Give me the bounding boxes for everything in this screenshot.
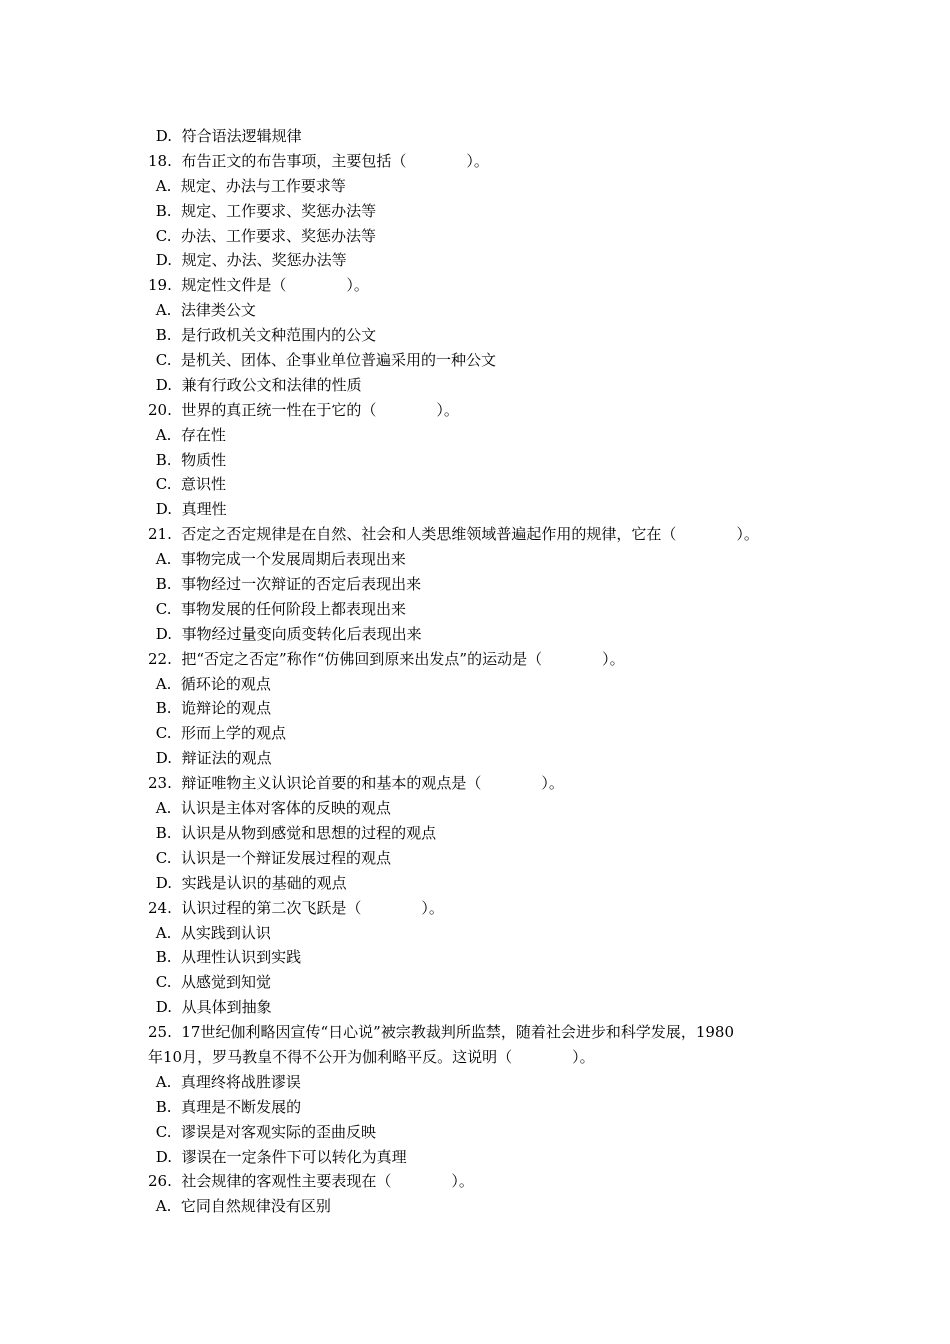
answer-option: C. 是机关、团体、企事业单位普遍采用的一种公文 (151, 351, 497, 370)
answer-option: D. 事物经过量变向质变转化后表现出来 (151, 624, 422, 643)
answer-option: C. 谬误是对客观实际的歪曲反映 (151, 1122, 377, 1141)
answer-option: B. 认识是从物到感觉和思想的过程的观点 (151, 823, 437, 842)
answer-option: D. 符合语法逻辑规律 (151, 127, 302, 145)
answer-option: C. 形而上学的观点 (151, 724, 287, 743)
question-stem: 25. 17世纪伽利略因宣传“日心说”被宗教裁判所监禁，随着社会进步和科学发展，1980 (148, 1023, 734, 1042)
answer-option: A. 认识是主体对客体的反映的观点 (151, 799, 391, 818)
answer-option: D. 规定、办法、奖惩办法等 (151, 251, 347, 270)
answer-option: A. 存在性 (151, 425, 226, 444)
answer-option: C. 办法、工作要求、奖惩办法等 (151, 226, 377, 245)
answer-option: A. 规定、办法与工作要求等 (151, 176, 346, 195)
answer-option: B. 物质性 (151, 450, 227, 469)
question-stem: 18. 布告正文的布告事项，主要包括（ ）。 (148, 151, 489, 170)
answer-option: A. 真理终将战胜谬误 (151, 1072, 301, 1091)
question-continuation: 年10月，罗马教皇不得不公开为伽利略平反。这说明（ ）。 (148, 1047, 595, 1066)
answer-option: B. 从理性认识到实践 (151, 948, 302, 967)
answer-option: D. 实践是认识的基础的观点 (151, 873, 347, 892)
answer-option: A. 它同自然规律没有区别 (151, 1197, 331, 1216)
question-stem: 23. 辩证唯物主义认识论首要的和基本的观点是（ ）。 (148, 774, 564, 793)
answer-option: B. 真理是不断发展的 (151, 1097, 302, 1116)
answer-option: C. 事物发展的任何阶段上都表现出来 (151, 599, 407, 618)
question-stem: 24. 认识过程的第二次飞跃是（ ）。 (148, 898, 444, 917)
answer-option: D. 真理性 (151, 500, 227, 519)
answer-option: C. 认识是一个辩证发展过程的观点 (151, 848, 392, 867)
answer-option: A. 法律类公文 (151, 301, 256, 320)
answer-option: B. 事物经过一次辩证的否定后表现出来 (151, 575, 422, 594)
answer-option: D. 谬误在一定条件下可以转化为真理 (151, 1147, 407, 1166)
question-stem: 26. 社会规律的客观性主要表现在（ ）。 (148, 1172, 474, 1191)
answer-option: A. 循环论的观点 (151, 674, 271, 693)
answer-option: A. 事物完成一个发展周期后表现出来 (151, 550, 406, 569)
answer-option: D. 兼有行政公文和法律的性质 (151, 375, 362, 394)
answer-option: D. 从具体到抽象 (151, 998, 272, 1017)
answer-option: B. 规定、工作要求、奖惩办法等 (151, 201, 377, 220)
answer-option: B. 诡辩论的观点 (151, 699, 272, 718)
question-stem: 20. 世界的真正统一性在于它的（ ）。 (148, 400, 459, 419)
answer-option: A. 从实践到认识 (151, 923, 271, 942)
answer-option: C. 意识性 (151, 475, 227, 494)
question-stem: 22. 把“否定之否定”称作“仿佛回到原来出发点”的运动是（ ）。 (148, 649, 625, 668)
answer-option: D. 辩证法的观点 (151, 749, 272, 768)
answer-option: C. 从感觉到知觉 (151, 973, 272, 992)
question-stem: 21. 否定之否定规律是在自然、社会和人类思维领域普遍起作用的规律，它在（ ）。 (148, 525, 759, 544)
answer-option: B. 是行政机关文种范围内的公文 (151, 326, 377, 345)
document-page (148, 124, 828, 1219)
question-stem: 19. 规定性文件是（ ）。 (148, 276, 369, 295)
